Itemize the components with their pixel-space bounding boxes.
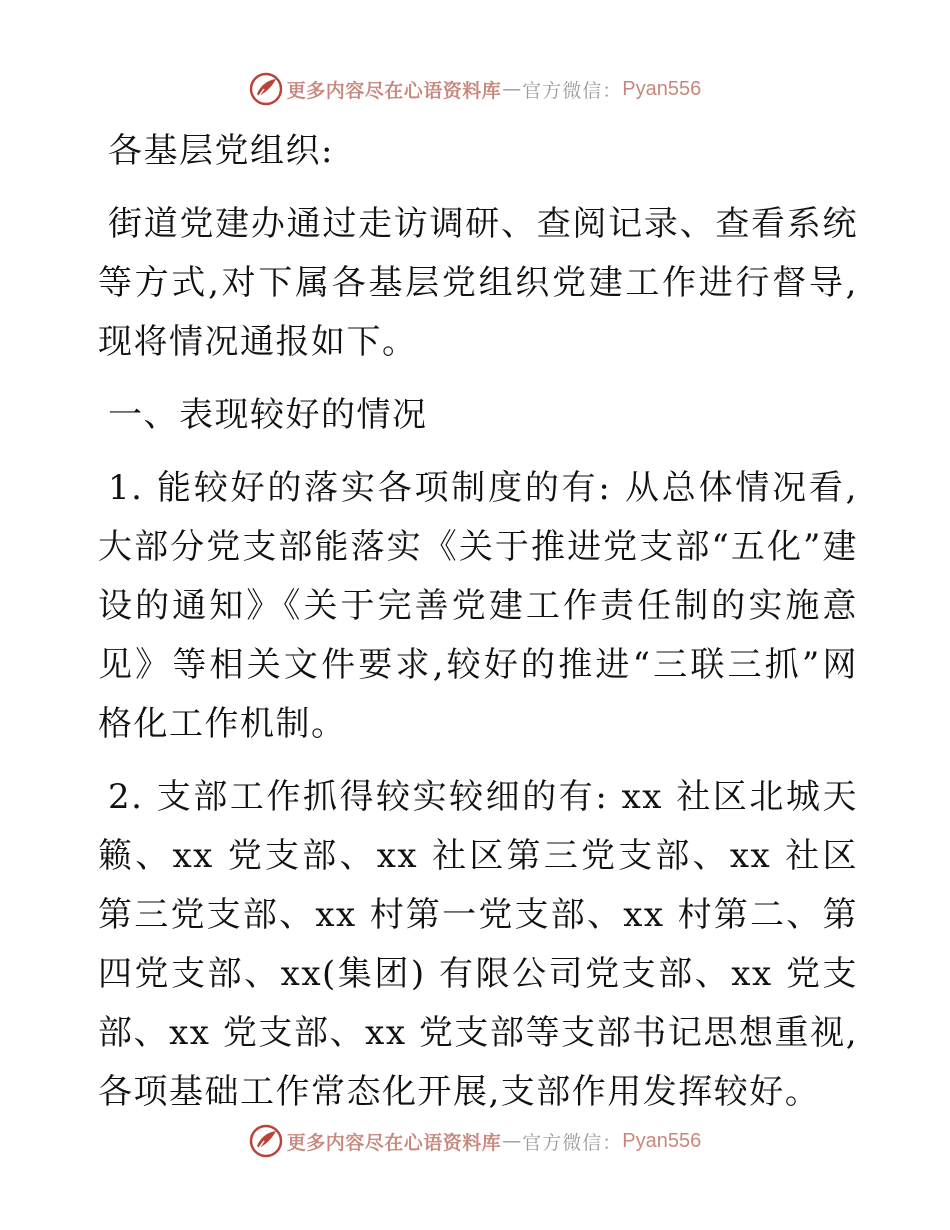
footer-watermark	[0, 1124, 950, 1158]
document-body	[98, 122, 858, 1136]
watermark-official-label: 官方微信：	[522, 1131, 623, 1154]
watermark-separator: —	[502, 78, 522, 100]
watermark-wechat-id: Pyan556	[622, 1129, 702, 1152]
watermark-text: 更多内容尽在心语资料库	[286, 1131, 502, 1154]
watermark-text: 更多内容尽在心语资料库	[286, 79, 502, 102]
pen-logo-icon	[249, 1124, 283, 1158]
pen-logo-icon	[249, 72, 283, 106]
watermark-separator: —	[502, 1130, 522, 1152]
header-watermark	[0, 72, 950, 106]
item-paragraph-2: 2. 支部工作抓得较实较细的有: xx 社区北城天籁、xx 党支部、xx 社区第三党支部、xx 社区第三党支部、xx 村第一党支部、xx 村第二、第四党支部、xx(集团) 有限公司党支部、xx 党支部、xx 党支部、xx 党支部等支部书记思想重视,各项基础工作常态化开展,支部作用发挥较好。	[98, 777, 858, 1112]
section-heading: 一、表现较好的情况	[108, 395, 428, 435]
watermark-official-label: 官方微信：	[522, 79, 623, 102]
item-paragraph-1: 1. 能较好的落实各项制度的有: 从总体情况看, 大部分党支部能落实《关于推进党支部“五化”建设的通知》《关于完善党建工作责任制的实施意见》等相关文件要求,较好的推进“三联三抓”网格化工作机制。	[98, 468, 858, 744]
salutation: 各基层党组织:	[108, 131, 334, 171]
intro-paragraph: 街道党建办通过走访调研、查阅记录、查看系统等方式,对下属各基层党组织党建工作进行督导,现将情况通报如下。	[98, 204, 858, 362]
watermark-wechat-id: Pyan556	[622, 77, 702, 100]
